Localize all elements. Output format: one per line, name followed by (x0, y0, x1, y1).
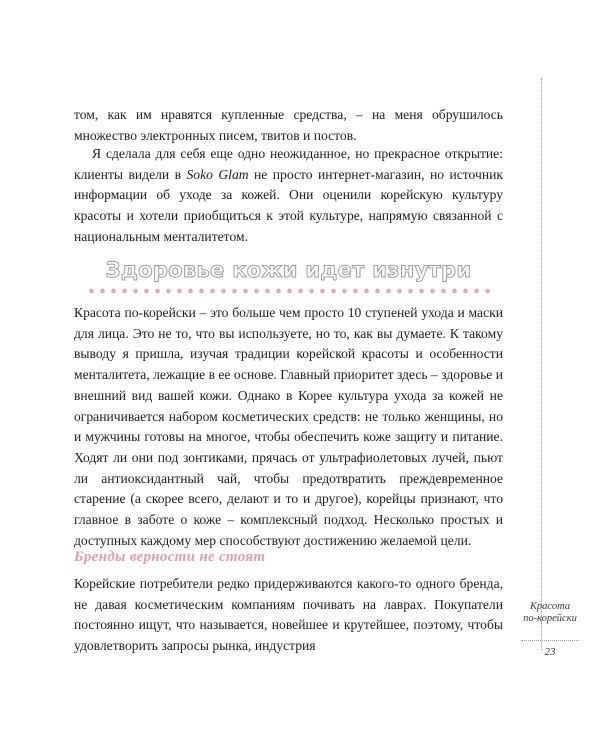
running-head-line1: Красота (529, 601, 571, 612)
margin-dotted-line (541, 78, 542, 650)
paragraph-brands: Корейские потребители редко придерживаются какого-то одного бренда, не давая косметическим компаниям почивать на лаврах. Покупатели постоянно ищут, что называется, новейшее и крутейшее, поэтому, чтобы удовлетворить запросы рынка, индустрия (74, 576, 503, 654)
paragraph-continued: том, как им нравятся купленные средства, – на меня обрушилось множество электронных писем, твитов и постов. (74, 107, 503, 143)
page-number: 23 (544, 646, 556, 658)
section-heading: Здоровье кожи идет изнутри (105, 258, 472, 282)
brand-name: Soko Glam (186, 166, 249, 182)
sub-heading: Бренды верности не стоят (74, 549, 266, 565)
running-head (518, 601, 582, 625)
paragraph-discovery-part1: Я сделала для себя еще одно неожиданное, но прекрасное открытие: клиенты видели в (74, 146, 503, 182)
paragraph-discovery-part2: не просто интернет-магазин, но источник информации об уходе за кожей. Они оценили корейскую культуру красоты и хотели приобщиться к этой культуре, напрямую связанной с национальным менталитетом. (74, 166, 503, 244)
dotted-divider (86, 288, 494, 294)
paragraph-korean-beauty: Красота по-корейски – это больше чем просто 10 ступеней ухода и маски для лица. Это не то, что вы используете, но то, как вы думаете. К такому выводу я пришла, изучая традиции корейской красоты и особенности менталитета, лежащие в ее основе. Главный приоритет здесь – здоровье и внешний вид вашей кожи. Однако в Корее культура ухода за кожей не ограничивается набором косметических средств: не только женщины, но и мужчины готовы на многое, чтобы обеспечить коже защиту и питание. Ходят ли они под зонтиками, прячась от ультрафиолетовых лучей, пьют ли антиоксидантный чай, чтобы предотвратить преждевременное старение (а скорее всего, делают и то и другое), корейцы признают, что главное в заботе о коже – комплексный подход. Несколько простых и доступных каждому мер способствуют достижению желаемой цели. (74, 305, 503, 548)
paragraph-discovery (74, 144, 503, 248)
margin-dotted-rule (521, 640, 579, 641)
running-head-line2: по-корейски (523, 613, 577, 624)
